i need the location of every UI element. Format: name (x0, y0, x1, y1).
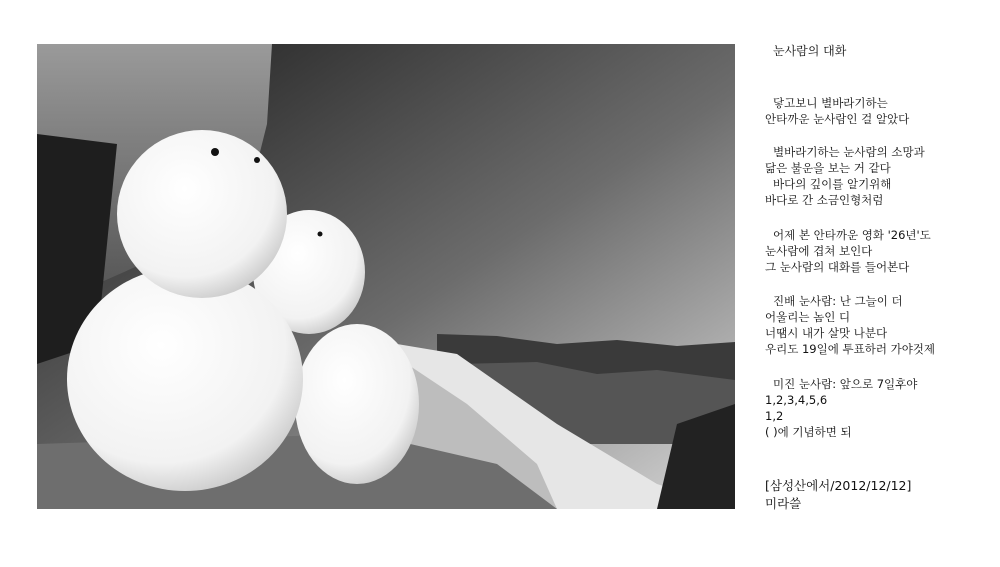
poem-line: 눈사람에 겹쳐 보인다 (765, 244, 873, 258)
snowmen-photo (37, 44, 735, 509)
snowmen-photo-illustration (37, 44, 735, 509)
poem-line: 안타까운 눈사람인 걸 알았다 (765, 112, 910, 126)
poem-author: 미라쓸 (765, 496, 802, 511)
poem-line: 어울리는 놈인 디 (765, 310, 851, 324)
poem-panel (765, 44, 990, 514)
poem-line: 바다로 간 소금인형처럼 (765, 193, 884, 207)
poem-line: 1,2 (765, 409, 784, 423)
poem-line: 진배 눈사람: 난 그늘이 더 (773, 294, 903, 308)
poem-line: 우리도 19일에 투표하러 가야것제 (765, 342, 936, 356)
poem-line: 너땜시 내가 살맛 나분다 (765, 326, 888, 340)
poem-line: 어제 본 안타까운 영화 '26년'도 (773, 228, 931, 242)
poem-line: 미진 눈사람: 앞으로 7일후야 (773, 377, 918, 391)
poem-title: 눈사람의 대화 (773, 44, 847, 58)
poem-line: 바다의 깊이를 알기위해 (773, 177, 892, 191)
poem-signature: [삼성산에서/2012/12/12] (765, 478, 912, 493)
poem-line: 1,2,3,4,5,6 (765, 393, 828, 407)
poem-line: 닿고보니 별바라기하는 (773, 96, 888, 110)
poem-line: ( )에 기념하면 되 (765, 425, 852, 439)
poem-line: 별바라기하는 눈사람의 소망과 (773, 145, 925, 159)
poem-line: 닮은 불운을 보는 거 같다 (765, 161, 891, 175)
poem-line: 그 눈사람의 대화를 들어본다 (765, 260, 910, 274)
